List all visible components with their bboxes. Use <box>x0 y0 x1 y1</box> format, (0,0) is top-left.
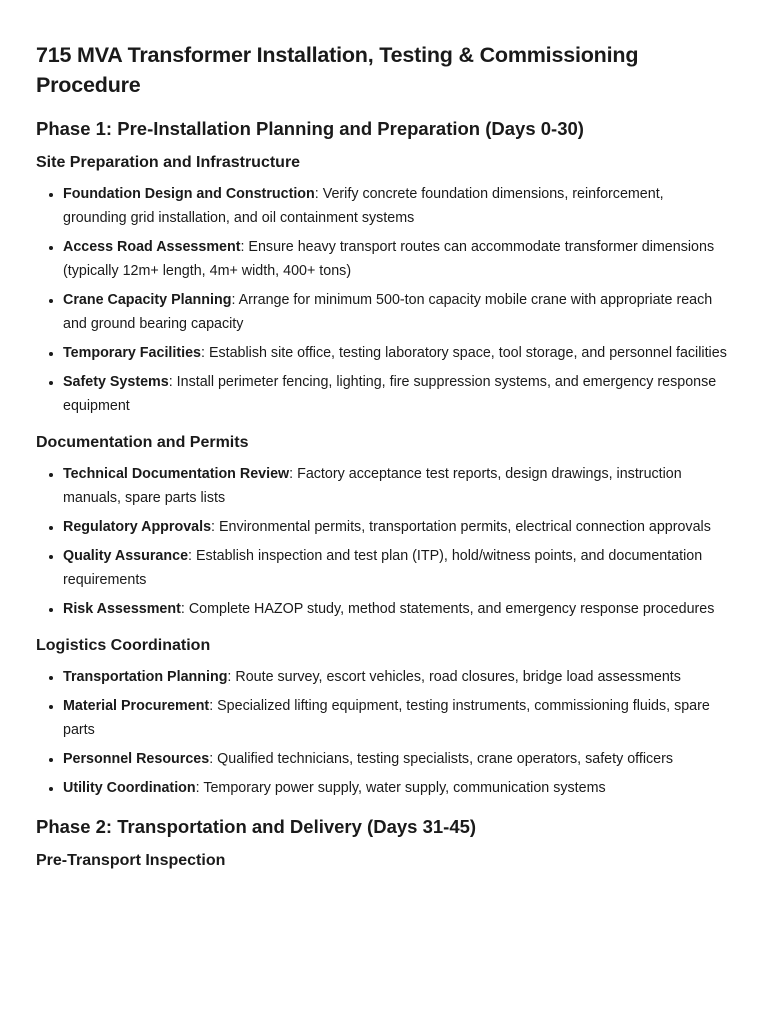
list-item <box>63 776 730 800</box>
item-term: Temporary Facilities <box>63 345 201 361</box>
item-term: Access Road Assessment <box>63 239 241 255</box>
item-text: : Environmental permits, transportation permits, electrical connection approvals <box>211 519 711 535</box>
item-term: Regulatory Approvals <box>63 519 212 535</box>
item-text: : Factory acceptance test reports, design drawings, instruction manuals, spare parts lists <box>63 466 682 506</box>
item-text: : Temporary power supply, water supply, communication systems <box>195 780 606 796</box>
item-term: Risk Assessment <box>63 601 181 617</box>
item-text: : Establish inspection and test plan (ITP), hold/witness points, and documentation requirements <box>63 548 703 588</box>
section-heading: Documentation and Permits <box>36 434 249 451</box>
item-text: : Establish site office, testing laboratory space, tool storage, and personnel facilities <box>201 345 727 361</box>
item-term: Transportation Planning <box>63 669 228 685</box>
item-text: : Route survey, escort vehicles, road closures, bridge load assessments <box>227 669 681 685</box>
item-term: Crane Capacity Planning <box>63 292 232 308</box>
list-item <box>63 665 730 689</box>
item-term: Quality Assurance <box>63 548 189 564</box>
list-item <box>63 515 730 539</box>
item-text: : Specialized lifting equipment, testing instruments, commissioning fluids, spare parts <box>63 698 710 738</box>
section-heading: Pre-Transport Inspection <box>36 852 226 869</box>
item-term: Foundation Design and Construction <box>63 186 315 202</box>
list-item <box>63 694 730 742</box>
section-heading: Logistics Coordination <box>36 637 211 654</box>
item-term: Technical Documentation Review <box>63 466 290 482</box>
bullet-list <box>36 665 730 800</box>
item-text: : Arrange for minimum 500-ton capacity mobile crane with appropriate reach and ground bearing capacity <box>63 292 713 332</box>
list-item <box>63 182 730 230</box>
list-item <box>63 462 730 510</box>
item-text: : Ensure heavy transport routes can accommodate transformer dimensions (typically 12m+ length, 4m+ width, 400+ tons) <box>63 239 715 279</box>
list-item <box>63 235 730 283</box>
item-term: Personnel Resources <box>63 751 210 767</box>
phase-heading: Phase 1: Pre-Installation Planning and Preparation (Days 0-30) <box>36 118 584 139</box>
document-title: 715 MVA Transformer Installation, Testing & Commissioning Procedure <box>36 43 639 97</box>
list-item <box>63 288 730 336</box>
list-item <box>63 597 730 621</box>
phase-heading: Phase 2: Transportation and Delivery (Days 31-45) <box>36 816 477 837</box>
list-item <box>63 370 730 418</box>
list-item <box>63 341 730 365</box>
section-heading: Site Preparation and Infrastructure <box>36 154 301 171</box>
list-item <box>63 544 730 592</box>
item-text: : Qualified technicians, testing specialists, crane operators, safety officers <box>209 751 674 767</box>
item-term: Safety Systems <box>63 374 169 390</box>
list-item <box>63 747 730 771</box>
bullet-list <box>36 182 730 418</box>
item-term: Material Procurement <box>63 698 210 714</box>
item-text: : Verify concrete foundation dimensions, reinforcement, grounding grid installation, and oil containment systems <box>63 186 664 226</box>
bullet-list <box>36 462 730 621</box>
item-text: : Complete HAZOP study, method statements, and emergency response procedures <box>180 601 715 617</box>
item-text: : Install perimeter fencing, lighting, fire suppression systems, and emergency response equipment <box>63 374 717 414</box>
item-term: Utility Coordination <box>63 780 196 796</box>
